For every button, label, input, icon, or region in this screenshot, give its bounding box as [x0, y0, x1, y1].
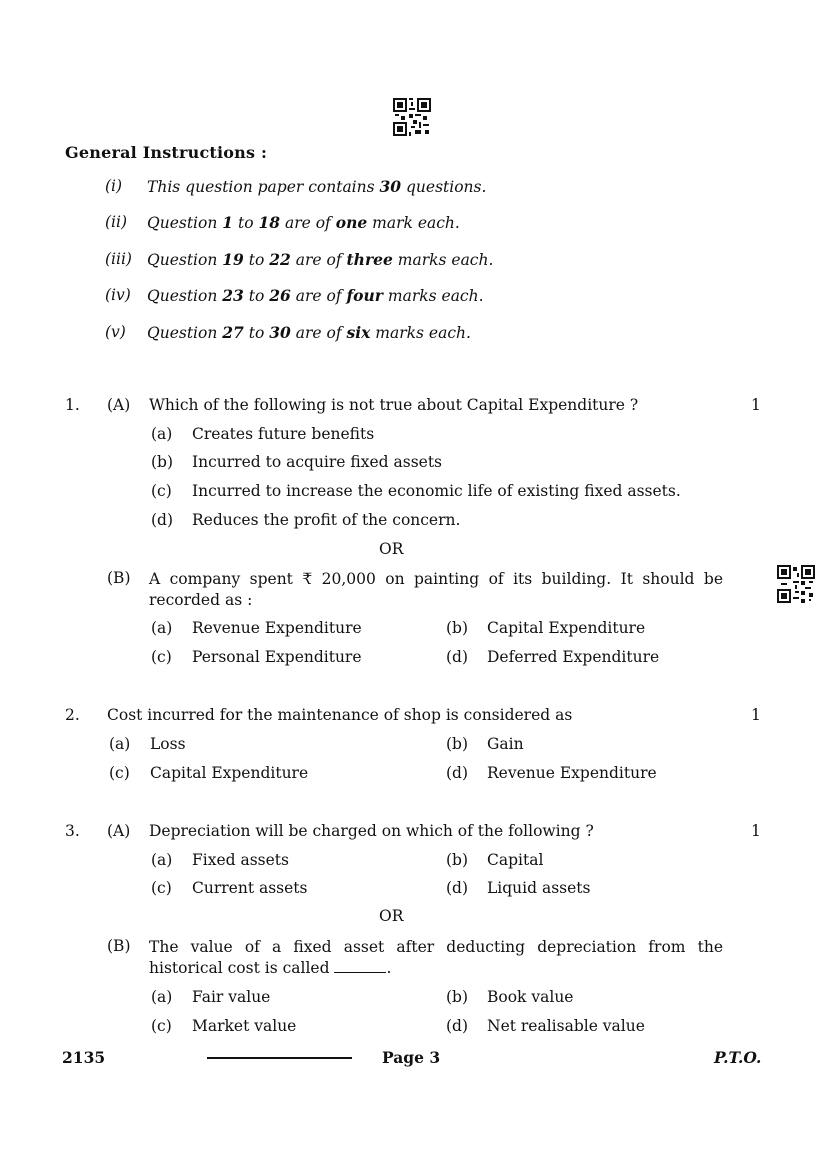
instruction-emphasis: 30 [269, 323, 291, 342]
option-label: (c) [151, 879, 172, 897]
option-label: (c) [151, 648, 172, 666]
instruction-fragment: to [243, 287, 270, 305]
part-label: (A) [107, 396, 131, 414]
instruction-emphasis: 1 [222, 213, 234, 232]
option-label: (a) [151, 851, 173, 869]
option-label: (c) [109, 764, 130, 782]
answer-blank [334, 960, 386, 973]
option-text: Incurred to increase the economic life of existing fixed assets. [192, 482, 681, 500]
instruction-fragment: are of [280, 214, 336, 232]
option-text: Fixed assets [192, 851, 289, 869]
question-text: A company spent ₹ 20,000 on painting of its building. It should be recorded as : [149, 570, 723, 609]
instruction-text [147, 323, 471, 342]
instruction-fragment: marks each. [392, 251, 494, 269]
instruction-number: (i) [105, 177, 123, 195]
instruction-fragment: are of [290, 251, 347, 269]
option-label: (d) [446, 764, 469, 782]
instruction-emphasis: 26 [269, 286, 291, 305]
instruction-text [147, 213, 460, 232]
option-label: (c) [151, 1017, 172, 1035]
option-text: Deferred Expenditure [487, 648, 660, 666]
option-label: (a) [151, 988, 173, 1006]
option-text: Revenue Expenditure [487, 764, 657, 782]
instruction-fragment: to [243, 251, 270, 269]
instruction-fragment: to [243, 324, 270, 342]
paper-code: 2135 [62, 1048, 106, 1067]
question-text: Cost incurred for the maintenance of shop is considered as [107, 706, 573, 724]
instruction-fragment: mark each. [367, 214, 460, 232]
instruction-fragment: Question [147, 251, 223, 269]
part-label: (B) [107, 937, 131, 955]
question-text: Depreciation will be charged on which of the following ? [149, 822, 594, 840]
option-text: Revenue Expenditure [192, 619, 362, 637]
option-label: (a) [109, 735, 131, 753]
option-label: (c) [151, 482, 172, 500]
marks: 1 [751, 706, 761, 724]
option-label: (d) [446, 1017, 469, 1035]
question-text: The value of a fixed asset after deducting depreciation from the historical cost is called . [149, 938, 723, 977]
instruction-emphasis: four [346, 286, 383, 305]
option-text: Personal Expenditure [192, 648, 362, 666]
question-number: 1. [65, 396, 80, 414]
instruction-fragment: are of [290, 287, 347, 305]
instruction-fragment: to [233, 214, 259, 232]
page-number: Page 3 [382, 1048, 441, 1067]
general-instructions-title: General Instructions : [65, 143, 268, 162]
or-separator: OR [379, 907, 404, 925]
question-number: 3. [65, 822, 80, 840]
qr-code-side [777, 565, 815, 603]
question-text: Which of the following is not true about Capital Expenditure ? [149, 396, 639, 414]
instruction-emphasis: 18 [258, 213, 281, 232]
or-separator: OR [379, 540, 404, 558]
option-label: (d) [446, 648, 469, 666]
instruction-emphasis: 30 [379, 177, 402, 196]
option-label: (b) [446, 851, 469, 869]
option-text: Incurred to acquire fixed assets [192, 453, 442, 471]
instruction-text [147, 177, 486, 196]
instruction-text [147, 286, 484, 305]
option-text: Loss [150, 735, 186, 753]
footer-divider [207, 1057, 352, 1059]
option-text: Net realisable value [487, 1017, 645, 1035]
question-number: 2. [65, 706, 80, 724]
instruction-fragment: are of [290, 324, 347, 342]
option-text: Capital Expenditure [150, 764, 309, 782]
instruction-number: (v) [105, 323, 126, 341]
option-text: Gain [487, 735, 524, 753]
qr-code-top [393, 98, 431, 136]
option-text: Reduces the profit of the concern. [192, 511, 461, 529]
instruction-fragment: This question paper contains [147, 178, 380, 196]
instruction-fragment: questions. [401, 178, 487, 196]
instruction-number: (ii) [105, 213, 128, 231]
option-label: (b) [446, 988, 469, 1006]
instruction-emphasis: 19 [222, 250, 244, 269]
option-label: (d) [446, 879, 469, 897]
option-text: Creates future benefits [192, 425, 375, 443]
option-text: Liquid assets [487, 879, 591, 897]
option-text: Capital [487, 851, 544, 869]
option-label: (b) [151, 453, 174, 471]
instruction-emphasis: six [346, 323, 371, 342]
instruction-fragment: marks each. [370, 324, 471, 342]
option-label: (a) [151, 425, 173, 443]
option-label: (a) [151, 619, 173, 637]
instruction-emphasis: 23 [222, 286, 244, 305]
instruction-emphasis: one [335, 213, 368, 232]
instruction-emphasis: three [346, 250, 393, 269]
part-label: (B) [107, 569, 131, 587]
option-text: Book value [487, 988, 574, 1006]
option-text: Current assets [192, 879, 308, 897]
option-text: Capital Expenditure [487, 619, 646, 637]
instruction-emphasis: 22 [269, 250, 291, 269]
instruction-fragment: marks each. [382, 287, 484, 305]
instruction-number: (iii) [105, 250, 132, 268]
part-label: (A) [107, 822, 131, 840]
pto-label: P.T.O. [714, 1048, 762, 1067]
option-label: (b) [446, 735, 469, 753]
option-label: (d) [151, 511, 174, 529]
instruction-fragment: Question [147, 287, 223, 305]
marks: 1 [751, 396, 761, 414]
option-label: (b) [446, 619, 469, 637]
option-text: Market value [192, 1017, 297, 1035]
instruction-fragment: Question [147, 324, 223, 342]
instruction-emphasis: 27 [222, 323, 244, 342]
option-text: Fair value [192, 988, 271, 1006]
marks: 1 [751, 822, 761, 840]
instruction-text [147, 250, 493, 269]
instruction-number: (iv) [105, 286, 131, 304]
instruction-fragment: Question [147, 214, 223, 232]
